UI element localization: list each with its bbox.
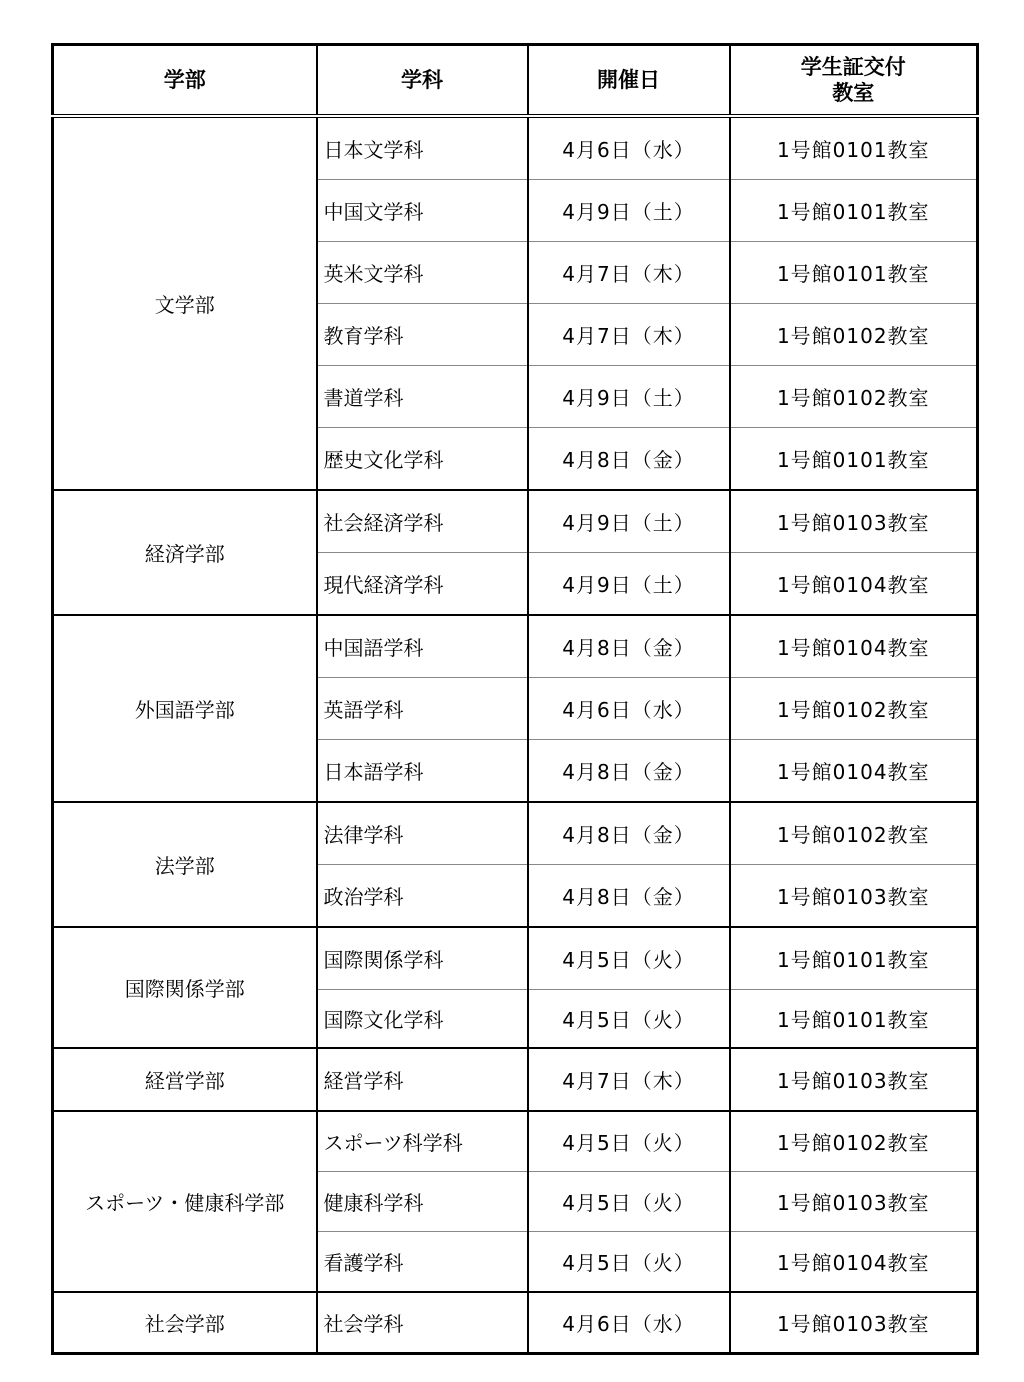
department-cell: スポーツ科学科 [317,1111,528,1172]
department-cell: 書道学科 [317,366,528,428]
date-cell: 4月8日（金） [528,615,730,678]
table-row [53,802,978,865]
date-cell: 4月7日（木） [528,304,730,366]
department-cell: 経営学科 [317,1048,528,1111]
table-row [53,1048,978,1111]
room-cell: 1号館0102教室 [730,366,978,428]
date-cell: 4月5日（火） [528,990,730,1049]
date-cell: 4月5日（火） [528,1172,730,1232]
room-cell: 1号館0103教室 [730,1172,978,1232]
date-cell: 4月6日（水） [528,678,730,740]
date-cell: 4月5日（火） [528,1232,730,1293]
date-cell: 4月8日（金） [528,740,730,803]
department-cell: 中国文学科 [317,180,528,242]
department-cell: 法律学科 [317,802,528,865]
faculty-cell: 国際関係学部 [53,927,317,1048]
room-cell: 1号館0102教室 [730,304,978,366]
department-cell: 日本文学科 [317,116,528,180]
room-cell: 1号館0101教室 [730,242,978,304]
header-room-line2: 教室 [832,81,875,105]
department-cell: 歴史文化学科 [317,428,528,491]
room-cell: 1号館0103教室 [730,1048,978,1111]
date-cell: 4月7日（木） [528,242,730,304]
date-cell: 4月9日（土） [528,180,730,242]
department-cell: 国際文化学科 [317,990,528,1049]
date-cell: 4月5日（火） [528,1111,730,1172]
date-cell: 4月8日（金） [528,802,730,865]
table-row [53,116,978,180]
date-cell: 4月9日（土） [528,490,730,553]
department-cell: 教育学科 [317,304,528,366]
date-cell: 4月9日（土） [528,366,730,428]
header-department: 学科 [317,45,528,117]
department-cell: 社会経済学科 [317,490,528,553]
table-row [53,1111,978,1172]
department-cell: 現代経済学科 [317,553,528,616]
room-cell: 1号館0101教室 [730,990,978,1049]
room-cell: 1号館0103教室 [730,1292,978,1354]
date-cell: 4月8日（金） [528,865,730,928]
header-room-line1: 学生証交付 [800,55,906,79]
header-row [53,45,978,117]
room-cell: 1号館0103教室 [730,490,978,553]
table-row [53,490,978,553]
department-cell: 英米文学科 [317,242,528,304]
table-row [53,927,978,990]
date-cell: 4月7日（木） [528,1048,730,1111]
faculty-cell: 文学部 [53,116,317,490]
date-cell: 4月5日（火） [528,927,730,990]
faculty-cell: 社会学部 [53,1292,317,1354]
room-cell: 1号館0101教室 [730,180,978,242]
date-cell: 4月9日（土） [528,553,730,616]
date-cell: 4月6日（水） [528,116,730,180]
room-cell: 1号館0101教室 [730,927,978,990]
room-cell: 1号館0102教室 [730,1111,978,1172]
department-cell: 社会学科 [317,1292,528,1354]
faculty-cell: 経済学部 [53,490,317,615]
faculty-cell: 法学部 [53,802,317,927]
room-cell: 1号館0101教室 [730,428,978,491]
room-cell: 1号館0104教室 [730,740,978,803]
department-cell: 国際関係学科 [317,927,528,990]
header-faculty: 学部 [53,45,317,117]
room-cell: 1号館0102教室 [730,802,978,865]
faculty-cell: スポーツ・健康科学部 [53,1111,317,1292]
room-cell: 1号館0101教室 [730,116,978,180]
room-cell: 1号館0103教室 [730,865,978,928]
department-cell: 日本語学科 [317,740,528,803]
schedule-table [51,43,979,1355]
header-date: 開催日 [528,45,730,117]
department-cell: 健康科学科 [317,1172,528,1232]
room-cell: 1号館0102教室 [730,678,978,740]
department-cell: 中国語学科 [317,615,528,678]
department-cell: 英語学科 [317,678,528,740]
faculty-cell: 外国語学部 [53,615,317,802]
header-room [730,45,978,117]
faculty-cell: 経営学部 [53,1048,317,1111]
date-cell: 4月6日（水） [528,1292,730,1354]
room-cell: 1号館0104教室 [730,553,978,616]
room-cell: 1号館0104教室 [730,615,978,678]
department-cell: 政治学科 [317,865,528,928]
date-cell: 4月8日（金） [528,428,730,491]
room-cell: 1号館0104教室 [730,1232,978,1293]
department-cell: 看護学科 [317,1232,528,1293]
table-row [53,615,978,678]
table-row [53,1292,978,1354]
